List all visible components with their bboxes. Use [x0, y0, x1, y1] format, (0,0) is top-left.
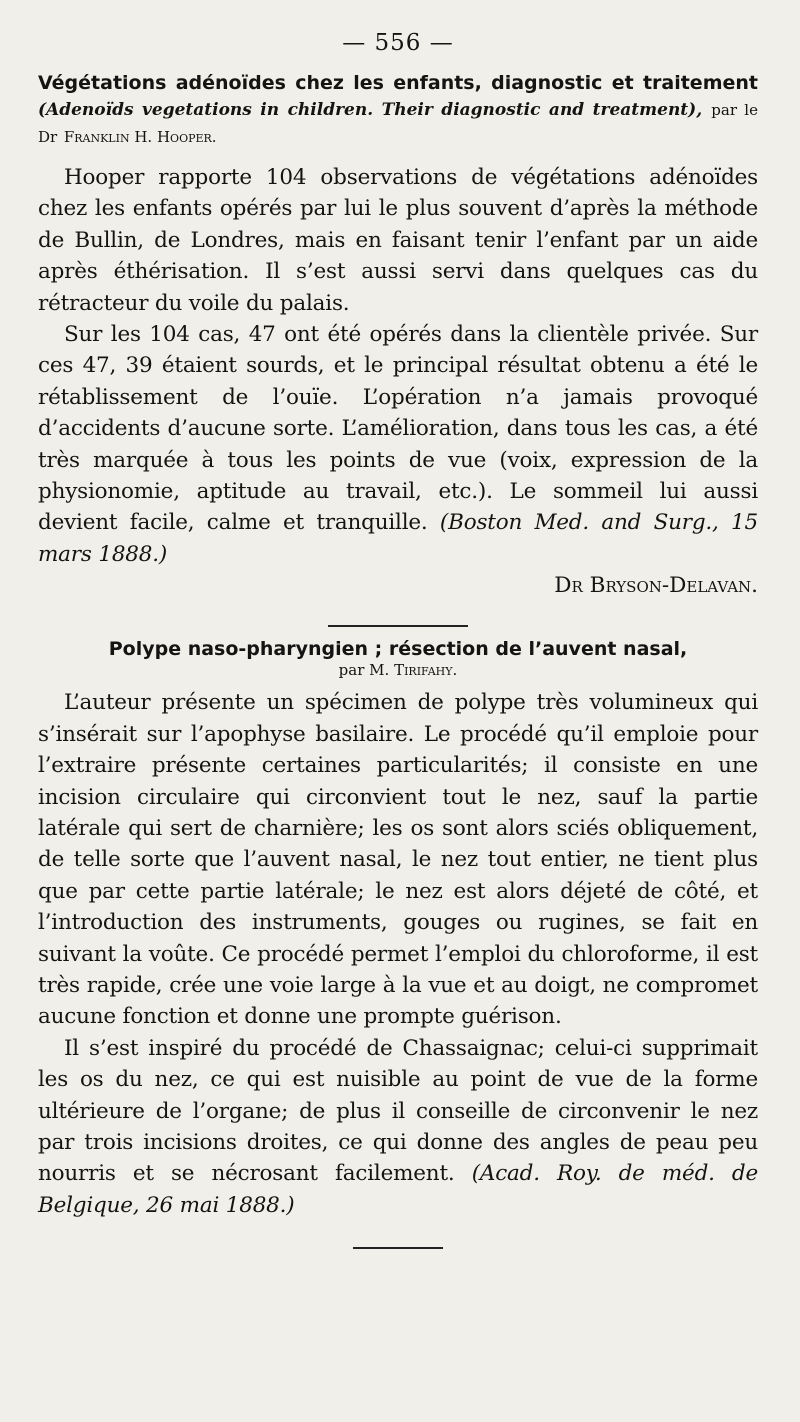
article-2-title: Polype naso-pharyngien ; résection de l’auvent nasal, — [108, 638, 688, 661]
article-1-by: par le Dr — [38, 101, 758, 146]
article-1-heading — [38, 70, 758, 150]
article-2-paragraph-2 — [38, 1033, 758, 1221]
article-1-author: Franklin H. Hooper. — [63, 128, 217, 146]
article-1-signature: Dr Bryson-Delavan. — [554, 573, 758, 599]
article-1-signature-line — [38, 570, 758, 601]
article-1-title: Végétations adénoïdes chez les enfants, diagnostic et traitement — [38, 72, 758, 94]
article-2-by: par M. — [338, 661, 390, 680]
separator-rule — [328, 625, 468, 627]
article-2-paragraph-1: L’auteur présente un spécimen de polype très volumineux qui s’insérait sur l’apophyse basilaire. Le procédé qu’il emploie pour l’extraire présente certaines particularités; il consiste en une incision circulaire qui circonvient tout le nez, sauf la partie latérale qui sert de charnière; les os sont alors sciés obliquement, de telle sorte que l’auvent nasal, le nez tout entier, ne tient plus que par cette partie latérale; le nez est alors déjeté de côté, et l’introduction des instruments, gouges ou rugines, se fait en suivant la voûte. Ce procédé permet l’emploi du chloroforme, il est très rapide, crée une voie large à la vue et au doigt, ne compromet aucune fonction et donne une prompte guérison. — [38, 690, 758, 1030]
article-1-paragraph-2-text: Sur les 104 cas, 47 ont été opérés dans la clientèle privée. Sur ces 47, 39 étaient sourds, et le principal résultat obtenu a été le rétablissement de l’ouïe. L’opération n’a jamais provoqué d’accidents d’aucune sorte. L’amélioration, dans tous les cas, a été très marquée à tous les points de vue (voix, expression de la physionomie, aptitude au travail, etc.). Le sommeil lui aussi devient facile, calme et tranquille. — [38, 322, 758, 536]
article-2-paragraph-2-text: Il s’est inspiré du procédé de Chassaignac; celui-ci supprimait les os du nez, ce qui est nuisible au point de vue de la forme ultérieure de l’organe; de plus il conseille de circonvenir le nez par trois incisions droites, ce qui donne des angles de peau peu nourris et se nécrosant facilement. — [38, 1035, 758, 1187]
article-1-subtitle: (Adenoïds vegetations in children. Their diagnostic and treatment), — [38, 100, 703, 120]
article-2-byline — [38, 661, 758, 679]
article-1-citation: (Boston Med. and Surg., 15 mars 1888.) — [38, 510, 758, 567]
article-1-paragraph-2 — [38, 319, 758, 570]
article-2-author: Tirifahy. — [394, 661, 458, 680]
article-2-citation: (Acad. Roy. de méd. de Belgique, 26 mai 1888.) — [38, 1161, 758, 1218]
page-number: — 556 — — [342, 30, 454, 56]
page — [38, 30, 758, 1249]
article-1-paragraph-1: Hooper rapporte 104 observations de végétations adénoïdes chez les enfants opérés par lui le plus souvent d’après la méthode de Bullin, de Londres, mais en faisant tenir l’enfant par un aide après éthérisation. Il s’est aussi servi dans quelques cas du rétracteur du voile du palais. — [38, 165, 758, 316]
end-rule — [353, 1247, 443, 1249]
